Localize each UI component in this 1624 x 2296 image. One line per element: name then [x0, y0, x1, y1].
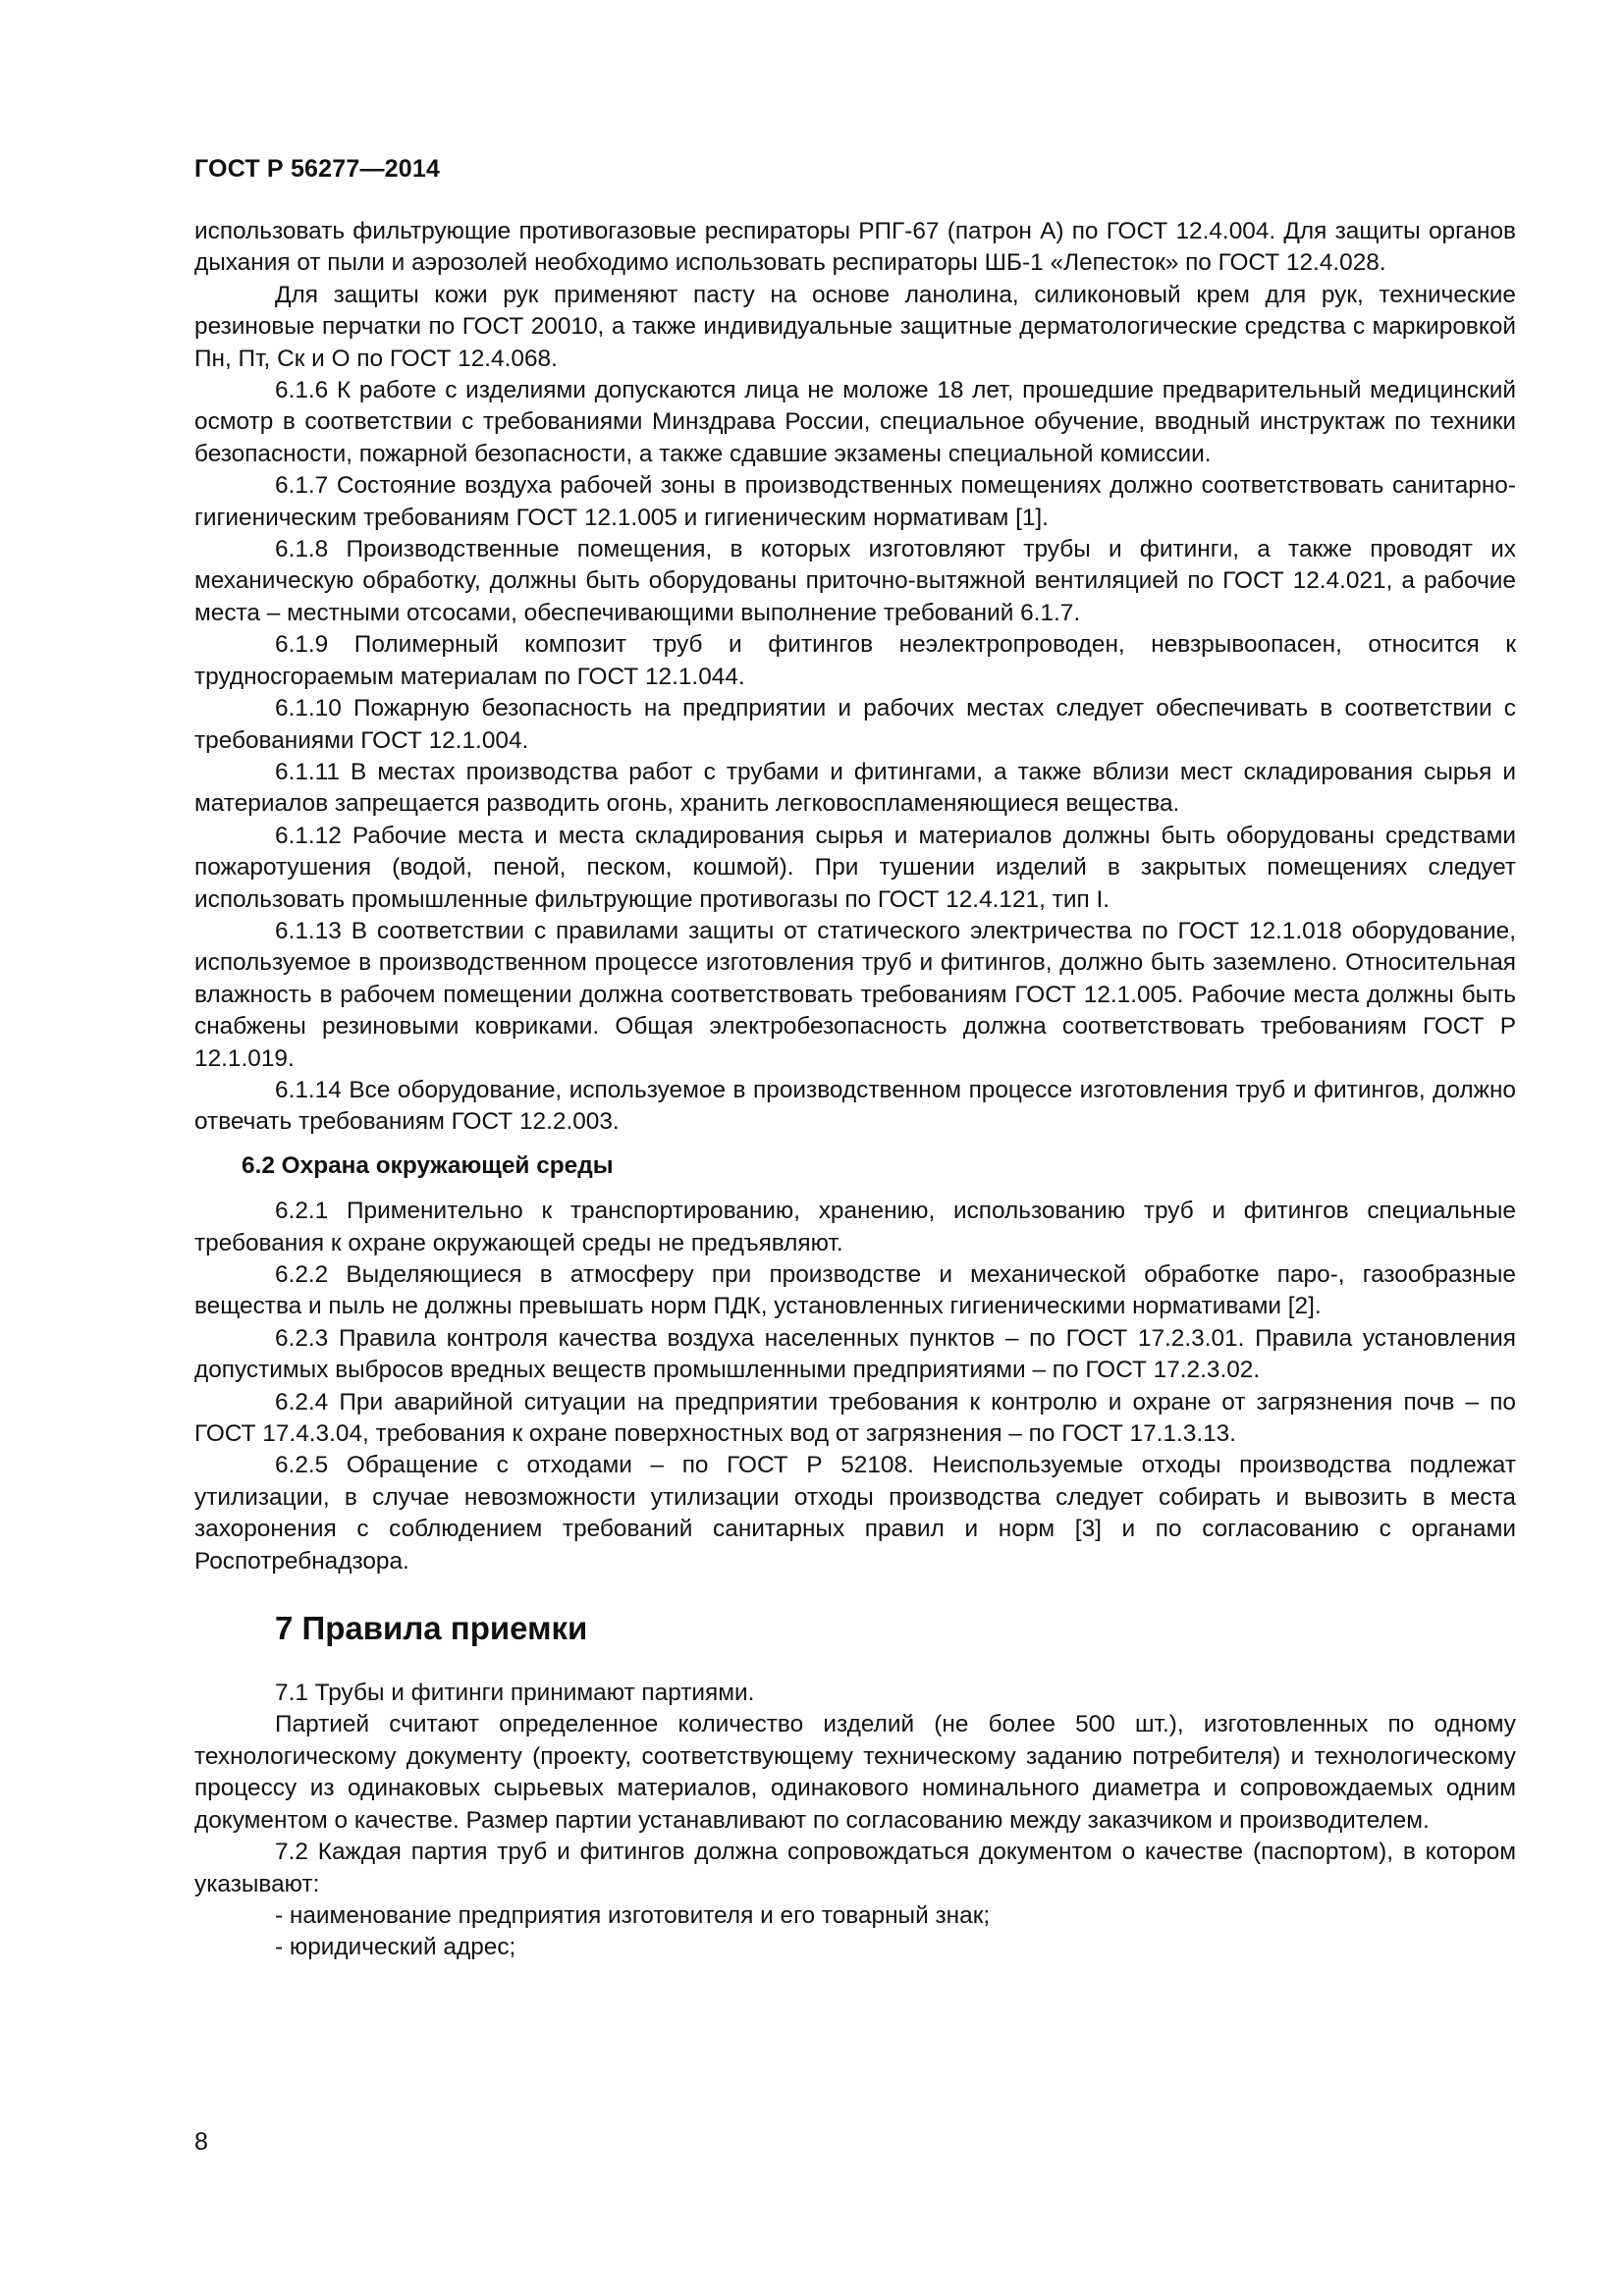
paragraph-6-2-1: 6.2.1 Применительно к транспортированию, хранению, использованию труб и фитингов специальные требования к охране окружающей среды не предъявляют.	[194, 1198, 1516, 1256]
paragraph-skin-protection: Для защиты кожи рук применяют пасту на основе ланолина, силиконовый крем для рук, технические резиновые перчатки по ГОСТ 20010, а также индивидуальные защитные дерматологические средства с маркировкой Пн, Пт, Ск и О по ГОСТ 12.4.068.	[194, 281, 1516, 372]
paragraph-6-1-10: 6.1.10 Пожарную безопасность на предприятии и рабочих местах следует обеспечивать в соответствии с требованиями ГОСТ 12.1.004.	[194, 695, 1516, 754]
paragraph-6-2-5: 6.2.5 Обращение с отходами – по ГОСТ Р 52108. Неиспользуемые отходы производства подлежат утилизации, в случае невозможности утилизации отходы производства следует собирать и вывозить в места захоронения с соблюдением требований санитарных правил и норм [3] и по согласованию с органами Роспотребнадзора.	[194, 1452, 1516, 1575]
section-heading-7: 7 Правила приемки	[275, 1610, 588, 1647]
paragraph-6-2-3: 6.2.3 Правила контроля качества воздуха населенных пунктов – по ГОСТ 17.2.3.01. Правила установления допустимых выбросов вредных веществ промышленными предприятиями – по ГОСТ 17.2.3.02.	[194, 1324, 1516, 1384]
page-number: 8	[194, 2128, 208, 2156]
paragraph-6-1-12: 6.1.12 Рабочие места и места складирования сырья и материалов должны быть оборудованы средствами пожаротушения (водой, пеной, песком, кошмой). При тушении изделий в закрытых помещениях следует использовать промышленные фильтрующие противогазы по ГОСТ 12.4.121, тип I.	[194, 822, 1516, 913]
paragraph-6-1-13: 6.1.13 В соответствии с правилами защиты от статического электричества по ГОСТ 12.1.018 оборудование, используемое в производственном процессе изготовления труб и фитингов, должно быть заземлено. Относительная влажность в рабочем помещении должна соответствовать требованиям ГОСТ 12.1.005. Рабочие места должны быть снабжены резиновыми ковриками. Общая электробезопасность должна соответствовать требованиям ГОСТ Р 12.1.019.	[194, 917, 1516, 1072]
paragraph-6-1-8: 6.1.8 Производственные помещения, в которых изготовляют трубы и фитинги, а также проводят их механическую обработку, должны быть оборудованы приточно-вытяжной вентиляцией по ГОСТ 12.4.021, а рабочие места – местными отсосами, обеспечивающими выполнение требований 6.1.7.	[194, 536, 1516, 626]
paragraph-6-1-11: 6.1.11 В местах производства работ с трубами и фитингами, а также вблизи мест складирования сырья и материалов запрещается разводить огонь, хранить легковоспламеняющиеся вещества.	[194, 758, 1516, 818]
list-item: - юридический адрес;	[275, 1934, 516, 1961]
paragraph-continuation: использовать фильтрующие противогазовые респираторы РПГ-67 (патрон А) по ГОСТ 12.4.004. Для защиты органов дыхания от пыли и аэрозолей необходимо использовать респираторы ШБ-1 «Лепесток» по ГОСТ 12.4.028.	[194, 218, 1516, 277]
paragraph-batch-definition: Партией считают определенное количество изделий (не более 500 шт.), изготовленных по одному технологическому документу (проекту, соответствующему техническому заданию потребителя) и технологическому процессу из одинаковых сырьевых материалов, одинакового номинального диаметра и сопровождаемых одним документом о качестве. Размер партии устанавливают по согласованию между заказчиком и производителем.	[194, 1711, 1516, 1834]
document-code-header: ГОСТ Р 56277—2014	[194, 155, 441, 183]
paragraph-7-1: 7.1 Трубы и фитинги принимают партиями.	[275, 1680, 755, 1707]
paragraph-6-2-4: 6.2.4 При аварийной ситуации на предприятии требования к контролю и охране от загрязнения почв – по ГОСТ 17.4.3.04, требования к охране поверхностных вод от загрязнения – по ГОСТ 17.1.3.13.	[194, 1388, 1516, 1448]
subsection-heading-6-2: 6.2 Охрана окружающей среды	[242, 1151, 614, 1179]
paragraph-6-2-2: 6.2.2 Выделяющиеся в атмосферу при производстве и механической обработке паро-, газообразные вещества и пыль не должны превышать норм ПДК, установленных гигиеническими нормативами [2].	[194, 1261, 1516, 1320]
paragraph-6-1-7: 6.1.7 Состояние воздуха рабочей зоны в производственных помещениях должно соответствовать санитарно-гигиеническим требованиям ГОСТ 12.1.005 и гигиеническим нормативам [1].	[194, 472, 1516, 531]
document-body	[194, 216, 1516, 1964]
list-item: - наименование предприятия изготовителя и его товарный знак;	[275, 1901, 991, 1929]
paragraph-7-2: 7.2 Каждая партия труб и фитингов должна сопровождаться документом о качестве (паспортом), в котором указывают:	[194, 1839, 1516, 1897]
paragraph-6-1-14: 6.1.14 Все оборудование, используемое в производственном процессе изготовления труб и фитингов, должно отвечать требованиям ГОСТ 12.2.003.	[194, 1076, 1516, 1136]
paragraph-6-1-6: 6.1.6 К работе с изделиями допускаются лица не моложе 18 лет, прошедшие предварительный медицинский осмотр в соответствии с требованиями Минздрава России, специальное обучение, вводный инструктаж по техники безопасности, пожарной безопасности, а также сдавшие экзамены специальной комиссии.	[194, 377, 1516, 467]
paragraph-6-1-9: 6.1.9 Полимерный композит труб и фитингов неэлектропроводен, невзрывоопасен, относится к трудносгораемым материалам по ГОСТ 12.1.044.	[194, 631, 1516, 690]
